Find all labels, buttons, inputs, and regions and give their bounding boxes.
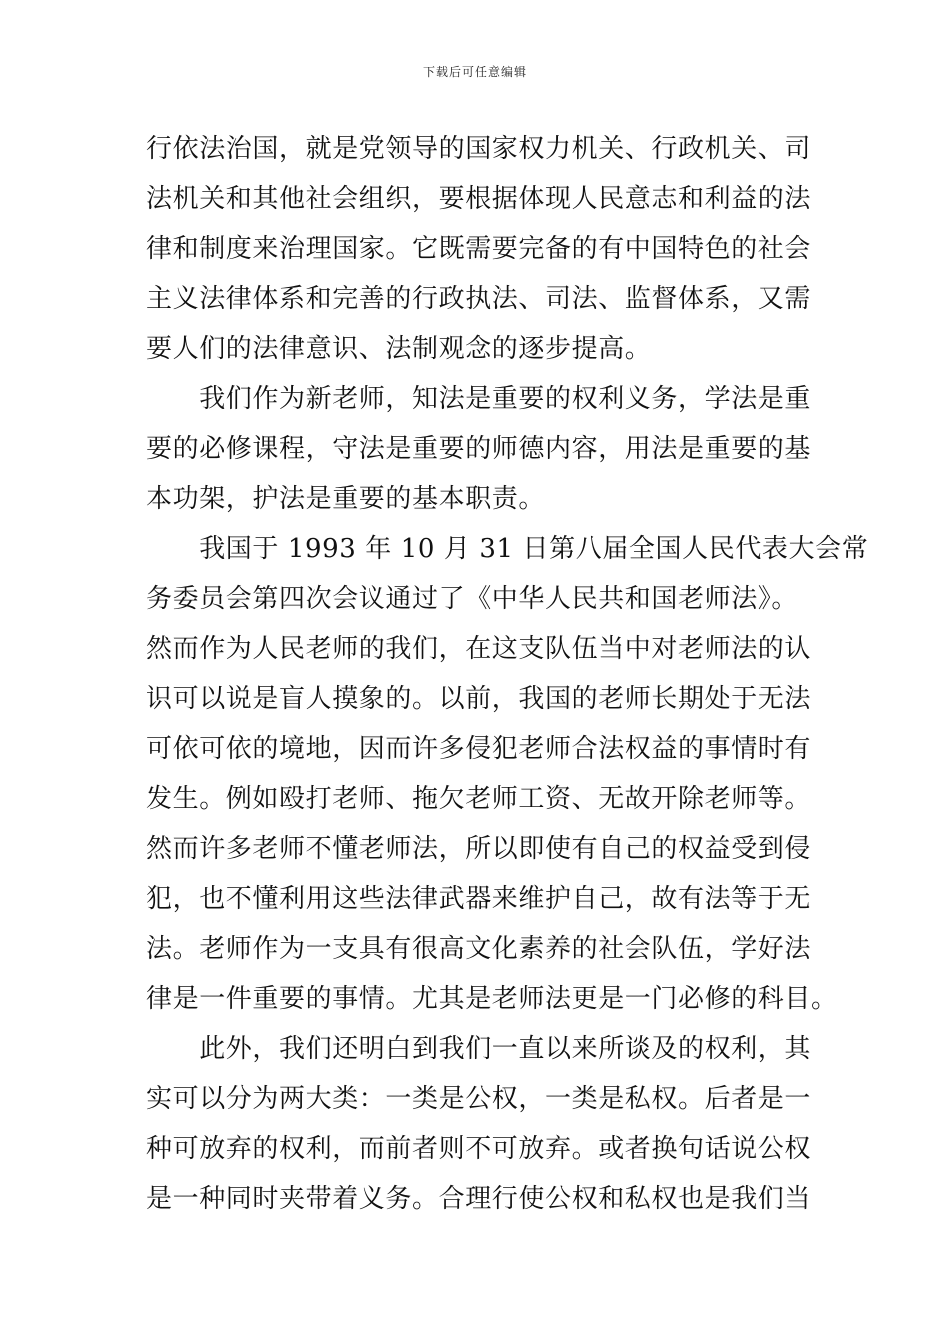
text-line: 法机关和其他社会组织，要根据体现人民意志和利益的法: [146, 184, 812, 214]
text-line: 可依可依的境地，因而许多侵犯老师合法权益的事情时有: [146, 734, 812, 764]
page-header: 下载后可任意编辑: [422, 65, 527, 79]
text-line: 行依法治国，就是党领导的国家权力机关、行政机关、司: [146, 134, 812, 164]
text-line: 本功架，护法是重要的基本职责。: [146, 484, 546, 514]
text-line: 种可放弃的权利，而前者则不可放弃。或者换句话说公权: [146, 1134, 812, 1164]
body-text: [146, 124, 869, 1224]
text-line: 法。老师作为一支具有很高文化素养的社会队伍，学好法: [146, 934, 812, 964]
text-line: 此外，我们还明白到我们一直以来所谈及的权利，其: [146, 1034, 812, 1064]
text-line: 识可以说是盲人摸象的。以前，我国的老师长期处于无法: [146, 684, 812, 714]
text-line: 我国于 1993 年 10 月 31 日第八届全国人民代表大会常: [146, 534, 869, 564]
text-line: 要人们的法律意识、法制观念的逐步提高。: [146, 334, 652, 364]
text-line: 然而作为人民老师的我们，在这支队伍当中对老师法的认: [146, 634, 812, 664]
text-line: 实可以分为两大类：一类是公权，一类是私权。后者是一: [146, 1084, 812, 1114]
text-line: 律和制度来治理国家。它既需要完备的有中国特色的社会: [146, 234, 812, 264]
text-line: 发生。例如殴打老师、拖欠老师工资、无故开除老师等。: [146, 784, 812, 814]
text-line: 犯，也不懂利用这些法律武器来维护自己，故有法等于无: [146, 884, 812, 914]
text-line: 我们作为新老师，知法是重要的权利义务，学法是重: [146, 384, 812, 414]
text-line: 务委员会第四次会议通过了《中华人民共和国老师法》。: [146, 584, 799, 614]
text-line: 要的必修课程，守法是重要的师德内容，用法是重要的基: [146, 434, 812, 464]
text-line: 然而许多老师不懂老师法，所以即使有自己的权益受到侵: [146, 834, 812, 864]
text-line: 律是一件重要的事情。尤其是老师法更是一门必修的科目。: [146, 984, 838, 1014]
text-line: 是一种同时夹带着义务。合理行使公权和私权也是我们当: [146, 1184, 812, 1214]
text-line: 主义法律体系和完善的行政执法、司法、监督体系，又需: [146, 284, 812, 314]
